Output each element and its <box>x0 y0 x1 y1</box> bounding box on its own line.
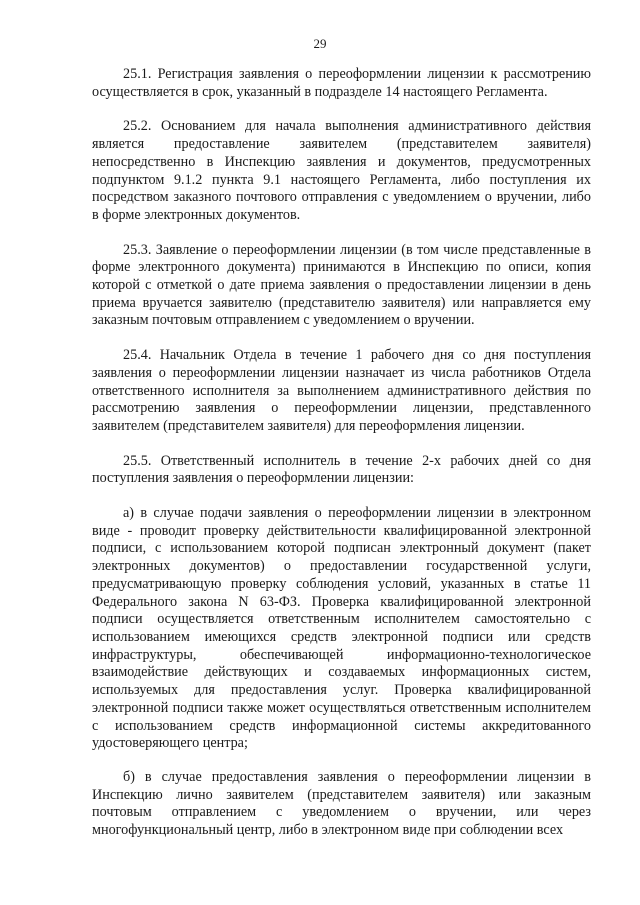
subparagraph-a: а) в случае подачи заявления о переоформлении лицензии в электронном виде - проводит проверку действительности квалифицированной электронной подписи, с использованием которой подписан электронный документ (пакет электронных документов) о предоставлении государственной услуги, предусматривающую проверку соблюдения условий, указанных в статье 11 Федерального закона N 63-ФЗ. Проверка квалифицированной электронной подписи осуществляется ответственным исполнителем самостоятельно с использованием имеющихся средств электронной подписи или средств инфраструктуры, обеспечивающей информационно-технологическое взаимодействие действующих и создаваемых информационных систем, используемых для предоставления услуг. Проверка квалифицированной электронной подписи также может осуществляться ответственным исполнителем с использованием средств информационной системы аккредитованного удостоверяющего центра; <box>92 505 591 752</box>
paragraph-25-2: 25.2. Основанием для начала выполнения административного действия является предоставление заявителем (представителем заявителя) непосредственно в Инспекцию заявления и документов, предусмотренных подпунктом 9.1.2 пункта 9.1 настоящего Регламента, либо поступления их посредством заказного почтового отправления с уведомлением о вручении, либо в форме электронных документов. <box>92 118 591 223</box>
paragraph-25-3: 25.3. Заявление о переоформлении лицензии (в том числе представленные в форме электронного документа) принимаются в Инспекцию по описи, копия которой с отметкой о дате приема заявления о предоставлении лицензии в день приема вручается заявителю (представителю заявителя) или направляется ему заказным почтовым отправлением с уведомлением о вручении. <box>92 241 591 329</box>
paragraph-25-4: 25.4. Начальник Отдела в течение 1 рабочего дня со дня поступления заявления о переоформлении лицензии назначает из числа работников Отдела ответственного исполнителя за выполнением административного действия по рассмотрению заявления о переоформлении лицензии, представленного заявителем (представителем заявителя) для переоформления лицензии. <box>92 347 591 434</box>
page-number: 29 <box>313 36 327 51</box>
paragraph-25-5: 25.5. Ответственный исполнитель в течение 2-х рабочих дней со дня поступления заявления о переоформлении лицензии: <box>92 452 591 487</box>
paragraph-25-1: 25.1. Регистрация заявления о переоформлении лицензии к рассмотрению осуществляется в срок, указанный в подразделе 14 настоящего Регламента. <box>92 66 591 100</box>
subparagraph-b: б) в случае предоставления заявления о переоформлении лицензии в Инспекцию лично заявителем (представителем заявителя) или заказным почтовым отправлением с уведомлением о вручении, или через многофункциональный центр, либо в электронном виде при соблюдении всех <box>92 768 591 839</box>
document-body <box>92 66 591 856</box>
